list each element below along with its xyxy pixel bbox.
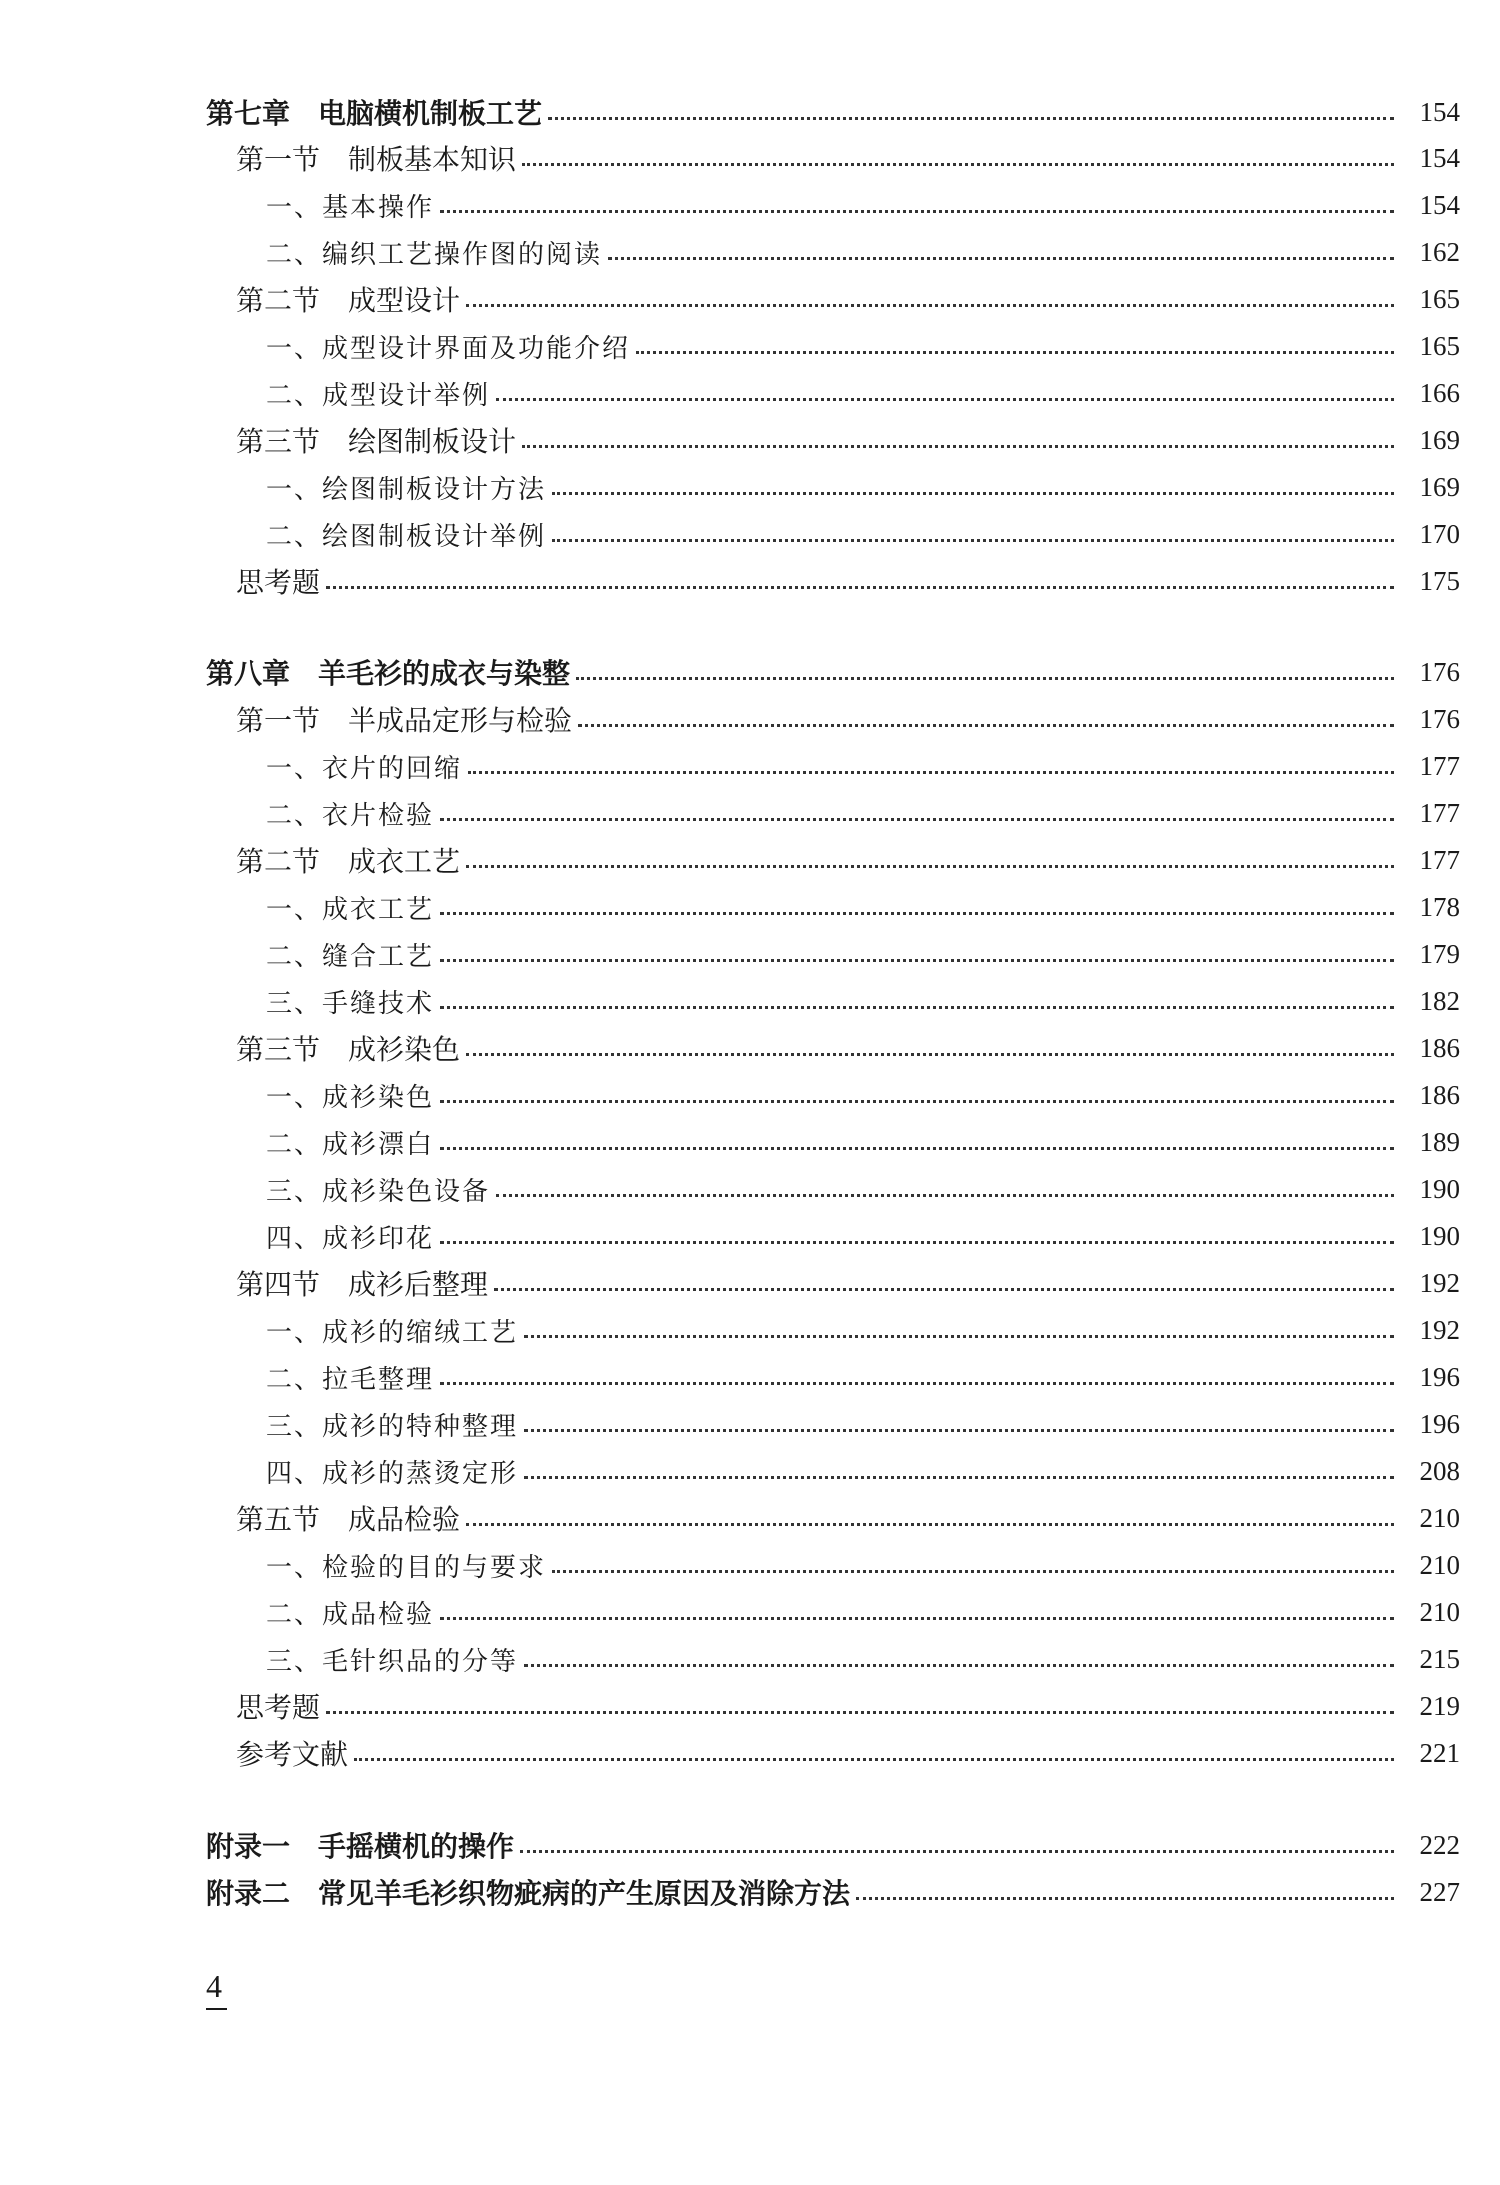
toc-entry-item: [0, 232, 1500, 272]
toc-entry-title: 二、成衫漂白: [266, 1129, 435, 1160]
page-number: 4: [206, 1968, 222, 2004]
dot-leader: [496, 398, 1394, 401]
toc-entry-page: 192: [1419, 1314, 1460, 1345]
toc-entry-page: 186: [1419, 1032, 1460, 1063]
dot-leader: [440, 818, 1394, 821]
dot-leader: [552, 1570, 1394, 1573]
toc-entry-section: [0, 138, 1500, 178]
toc-entry-item: [0, 934, 1500, 974]
toc-entry-title: 二、拉毛整理: [266, 1364, 435, 1395]
toc-entry-item: [0, 1592, 1500, 1632]
toc-entry-item: [0, 514, 1500, 554]
toc-entry-title: 第三节 绘图制板设计: [236, 425, 517, 458]
toc-entry-page: 196: [1419, 1361, 1460, 1392]
page-number-underline: [206, 2008, 227, 2010]
toc-entry-page: 170: [1419, 518, 1460, 549]
dot-leader: [496, 1194, 1394, 1197]
dot-leader: [354, 1758, 1394, 1761]
toc-entry-page: 175: [1419, 565, 1460, 596]
toc-entry-item: [0, 185, 1500, 225]
dot-leader: [440, 1100, 1394, 1103]
toc-entry-title: 第八章 羊毛衫的成衣与染整: [206, 657, 571, 690]
toc-entry-page: 162: [1419, 236, 1460, 267]
dot-leader: [608, 257, 1394, 260]
toc-entry-title: 二、编织工艺操作图的阅读: [266, 239, 603, 270]
toc-entry-page: 154: [1419, 96, 1460, 127]
dot-leader: [466, 865, 1394, 868]
toc-entry-title: 一、成型设计界面及功能介绍: [266, 333, 631, 364]
toc-entry-page: 215: [1419, 1643, 1460, 1674]
dot-leader: [440, 959, 1394, 962]
toc-entry-page: 154: [1419, 142, 1460, 173]
dot-leader: [524, 1429, 1394, 1432]
toc-entry-page: 189: [1419, 1126, 1460, 1157]
dot-leader: [548, 117, 1394, 120]
toc-entry-title: 第四节 成衫后整理: [236, 1268, 489, 1301]
toc-entry-page: 196: [1419, 1408, 1460, 1439]
dot-leader: [520, 1850, 1394, 1853]
toc-entry-page: 219: [1419, 1690, 1460, 1721]
dot-leader: [440, 1006, 1394, 1009]
toc-entry-page: 165: [1419, 330, 1460, 361]
toc-entry-item: [0, 1310, 1500, 1350]
toc-entry-chapter: [0, 92, 1500, 132]
dot-leader: [522, 445, 1394, 448]
toc-entry-page: 177: [1419, 844, 1460, 875]
dot-leader: [468, 771, 1394, 774]
toc-entry-item: [0, 746, 1500, 786]
toc-entry-item: [0, 1404, 1500, 1444]
dot-leader: [552, 539, 1394, 542]
toc-entry-page: 192: [1419, 1267, 1460, 1298]
dot-leader: [578, 724, 1394, 727]
toc-entry-title: 四、成衫的蒸烫定形: [266, 1458, 519, 1489]
toc-entry-title: 附录二 常见羊毛衫织物疵病的产生原因及消除方法: [206, 1877, 851, 1910]
toc-entry-section: [0, 1028, 1500, 1068]
toc-entry-page: 169: [1419, 424, 1460, 455]
toc-entry-section: [0, 1733, 1500, 1773]
toc-entry-item: [0, 1545, 1500, 1585]
dot-leader: [326, 1711, 1394, 1714]
toc-entry-title: 第三节 成衫染色: [236, 1033, 461, 1066]
toc-entry-title: 附录一 手摇横机的操作: [206, 1830, 515, 1863]
dot-leader: [524, 1476, 1394, 1479]
dot-leader: [856, 1897, 1394, 1900]
toc-entry-title: 二、成品检验: [266, 1599, 435, 1630]
toc-entry-page: 227: [1419, 1876, 1460, 1907]
dot-leader: [524, 1664, 1394, 1667]
toc-entry-item: [0, 1169, 1500, 1209]
toc-entry-section: [0, 1263, 1500, 1303]
toc-entry-chapter: [0, 1872, 1500, 1912]
toc-entry-title: 三、毛针织品的分等: [266, 1646, 519, 1677]
toc-entry-page: 165: [1419, 283, 1460, 314]
toc-entry-item: [0, 373, 1500, 413]
toc-entry-item: [0, 793, 1500, 833]
toc-entry-title: 一、衣片的回缩: [266, 753, 463, 784]
toc-entry-title: 一、基本操作: [266, 192, 435, 223]
toc-entry-item: [0, 1639, 1500, 1679]
dot-leader: [576, 677, 1394, 680]
toc-entry-item: [0, 326, 1500, 366]
toc-entry-section: [0, 1498, 1500, 1538]
toc-entry-page: 176: [1419, 703, 1460, 734]
toc-entry-section: [0, 1686, 1500, 1726]
toc-entry-page: 208: [1419, 1455, 1460, 1486]
toc-entry-section: [0, 420, 1500, 460]
toc-entry-section: [0, 279, 1500, 319]
dot-leader: [522, 163, 1394, 166]
toc-entry-chapter: [0, 652, 1500, 692]
toc-entry-title: 一、成衣工艺: [266, 894, 435, 925]
toc-entry-page: 186: [1419, 1079, 1460, 1110]
toc-entry-title: 第五节 成品检验: [236, 1503, 461, 1536]
toc-entry-title: 思考题: [236, 566, 321, 599]
toc-entry-title: 二、衣片检验: [266, 800, 435, 831]
toc-entry-title: 二、绘图制板设计举例: [266, 521, 547, 552]
toc-entry-title: 二、成型设计举例: [266, 380, 491, 411]
dot-leader: [466, 304, 1394, 307]
toc-entry-page: 182: [1419, 985, 1460, 1016]
toc-entry-title: 四、成衫印花: [266, 1223, 435, 1254]
toc-entry-section: [0, 561, 1500, 601]
toc-entry-title: 三、成衫的特种整理: [266, 1411, 519, 1442]
toc-entry-section: [0, 840, 1500, 880]
toc-entry-title: 三、成衫染色设备: [266, 1176, 491, 1207]
dot-leader: [466, 1053, 1394, 1056]
toc-entry-title: 二、缝合工艺: [266, 941, 435, 972]
toc-entry-title: 三、手缝技术: [266, 988, 435, 1019]
toc-entry-item: [0, 1075, 1500, 1115]
dot-leader: [440, 1147, 1394, 1150]
toc-entry-page: 154: [1419, 189, 1460, 220]
toc-entry-page: 210: [1419, 1596, 1460, 1627]
toc-entry-title: 一、绘图制板设计方法: [266, 474, 547, 505]
toc-entry-title: 第一节 半成品定形与检验: [236, 704, 573, 737]
dot-leader: [440, 1382, 1394, 1385]
toc-entry-page: 210: [1419, 1549, 1460, 1580]
toc-entry-item: [0, 1216, 1500, 1256]
dot-leader: [440, 210, 1394, 213]
toc-entry-page: 190: [1419, 1173, 1460, 1204]
dot-leader: [524, 1335, 1394, 1338]
toc-entry-page: 210: [1419, 1502, 1460, 1533]
toc-entry-page: 177: [1419, 750, 1460, 781]
dot-leader: [552, 492, 1394, 495]
toc-entry-page: 222: [1419, 1829, 1460, 1860]
toc-entry-title: 参考文献: [236, 1738, 349, 1771]
toc-entry-section: [0, 699, 1500, 739]
toc-entry-item: [0, 467, 1500, 507]
toc-entry-item: [0, 887, 1500, 927]
toc-entry-item: [0, 1357, 1500, 1397]
dot-leader: [326, 586, 1394, 589]
toc-entry-title: 一、检验的目的与要求: [266, 1552, 547, 1583]
toc-entry-page: 177: [1419, 797, 1460, 828]
dot-leader: [440, 912, 1394, 915]
toc-entry-page: 176: [1419, 656, 1460, 687]
toc-entry-chapter: [0, 1825, 1500, 1865]
dot-leader: [440, 1241, 1394, 1244]
toc-entry-title: 一、成衫染色: [266, 1082, 435, 1113]
toc-entry-item: [0, 981, 1500, 1021]
toc-entry-title: 思考题: [236, 1691, 321, 1724]
toc-entry-item: [0, 1451, 1500, 1491]
toc-entry-title: 一、成衫的缩绒工艺: [266, 1317, 519, 1348]
toc-entry-title: 第二节 成型设计: [236, 284, 461, 317]
toc-entry-title: 第二节 成衣工艺: [236, 845, 461, 878]
dot-leader: [636, 351, 1394, 354]
dot-leader: [466, 1523, 1394, 1526]
dot-leader: [440, 1617, 1394, 1620]
toc-entry-page: 166: [1419, 377, 1460, 408]
toc-entry-item: [0, 1122, 1500, 1162]
toc-entry-page: 221: [1419, 1737, 1460, 1768]
toc-entry-page: 169: [1419, 471, 1460, 502]
toc-entry-page: 179: [1419, 938, 1460, 969]
toc-entry-title: 第一节 制板基本知识: [236, 143, 517, 176]
dot-leader: [494, 1288, 1394, 1291]
toc-entry-page: 190: [1419, 1220, 1460, 1251]
toc-entry-title: 第七章 电脑横机制板工艺: [206, 97, 543, 130]
toc-entry-page: 178: [1419, 891, 1460, 922]
